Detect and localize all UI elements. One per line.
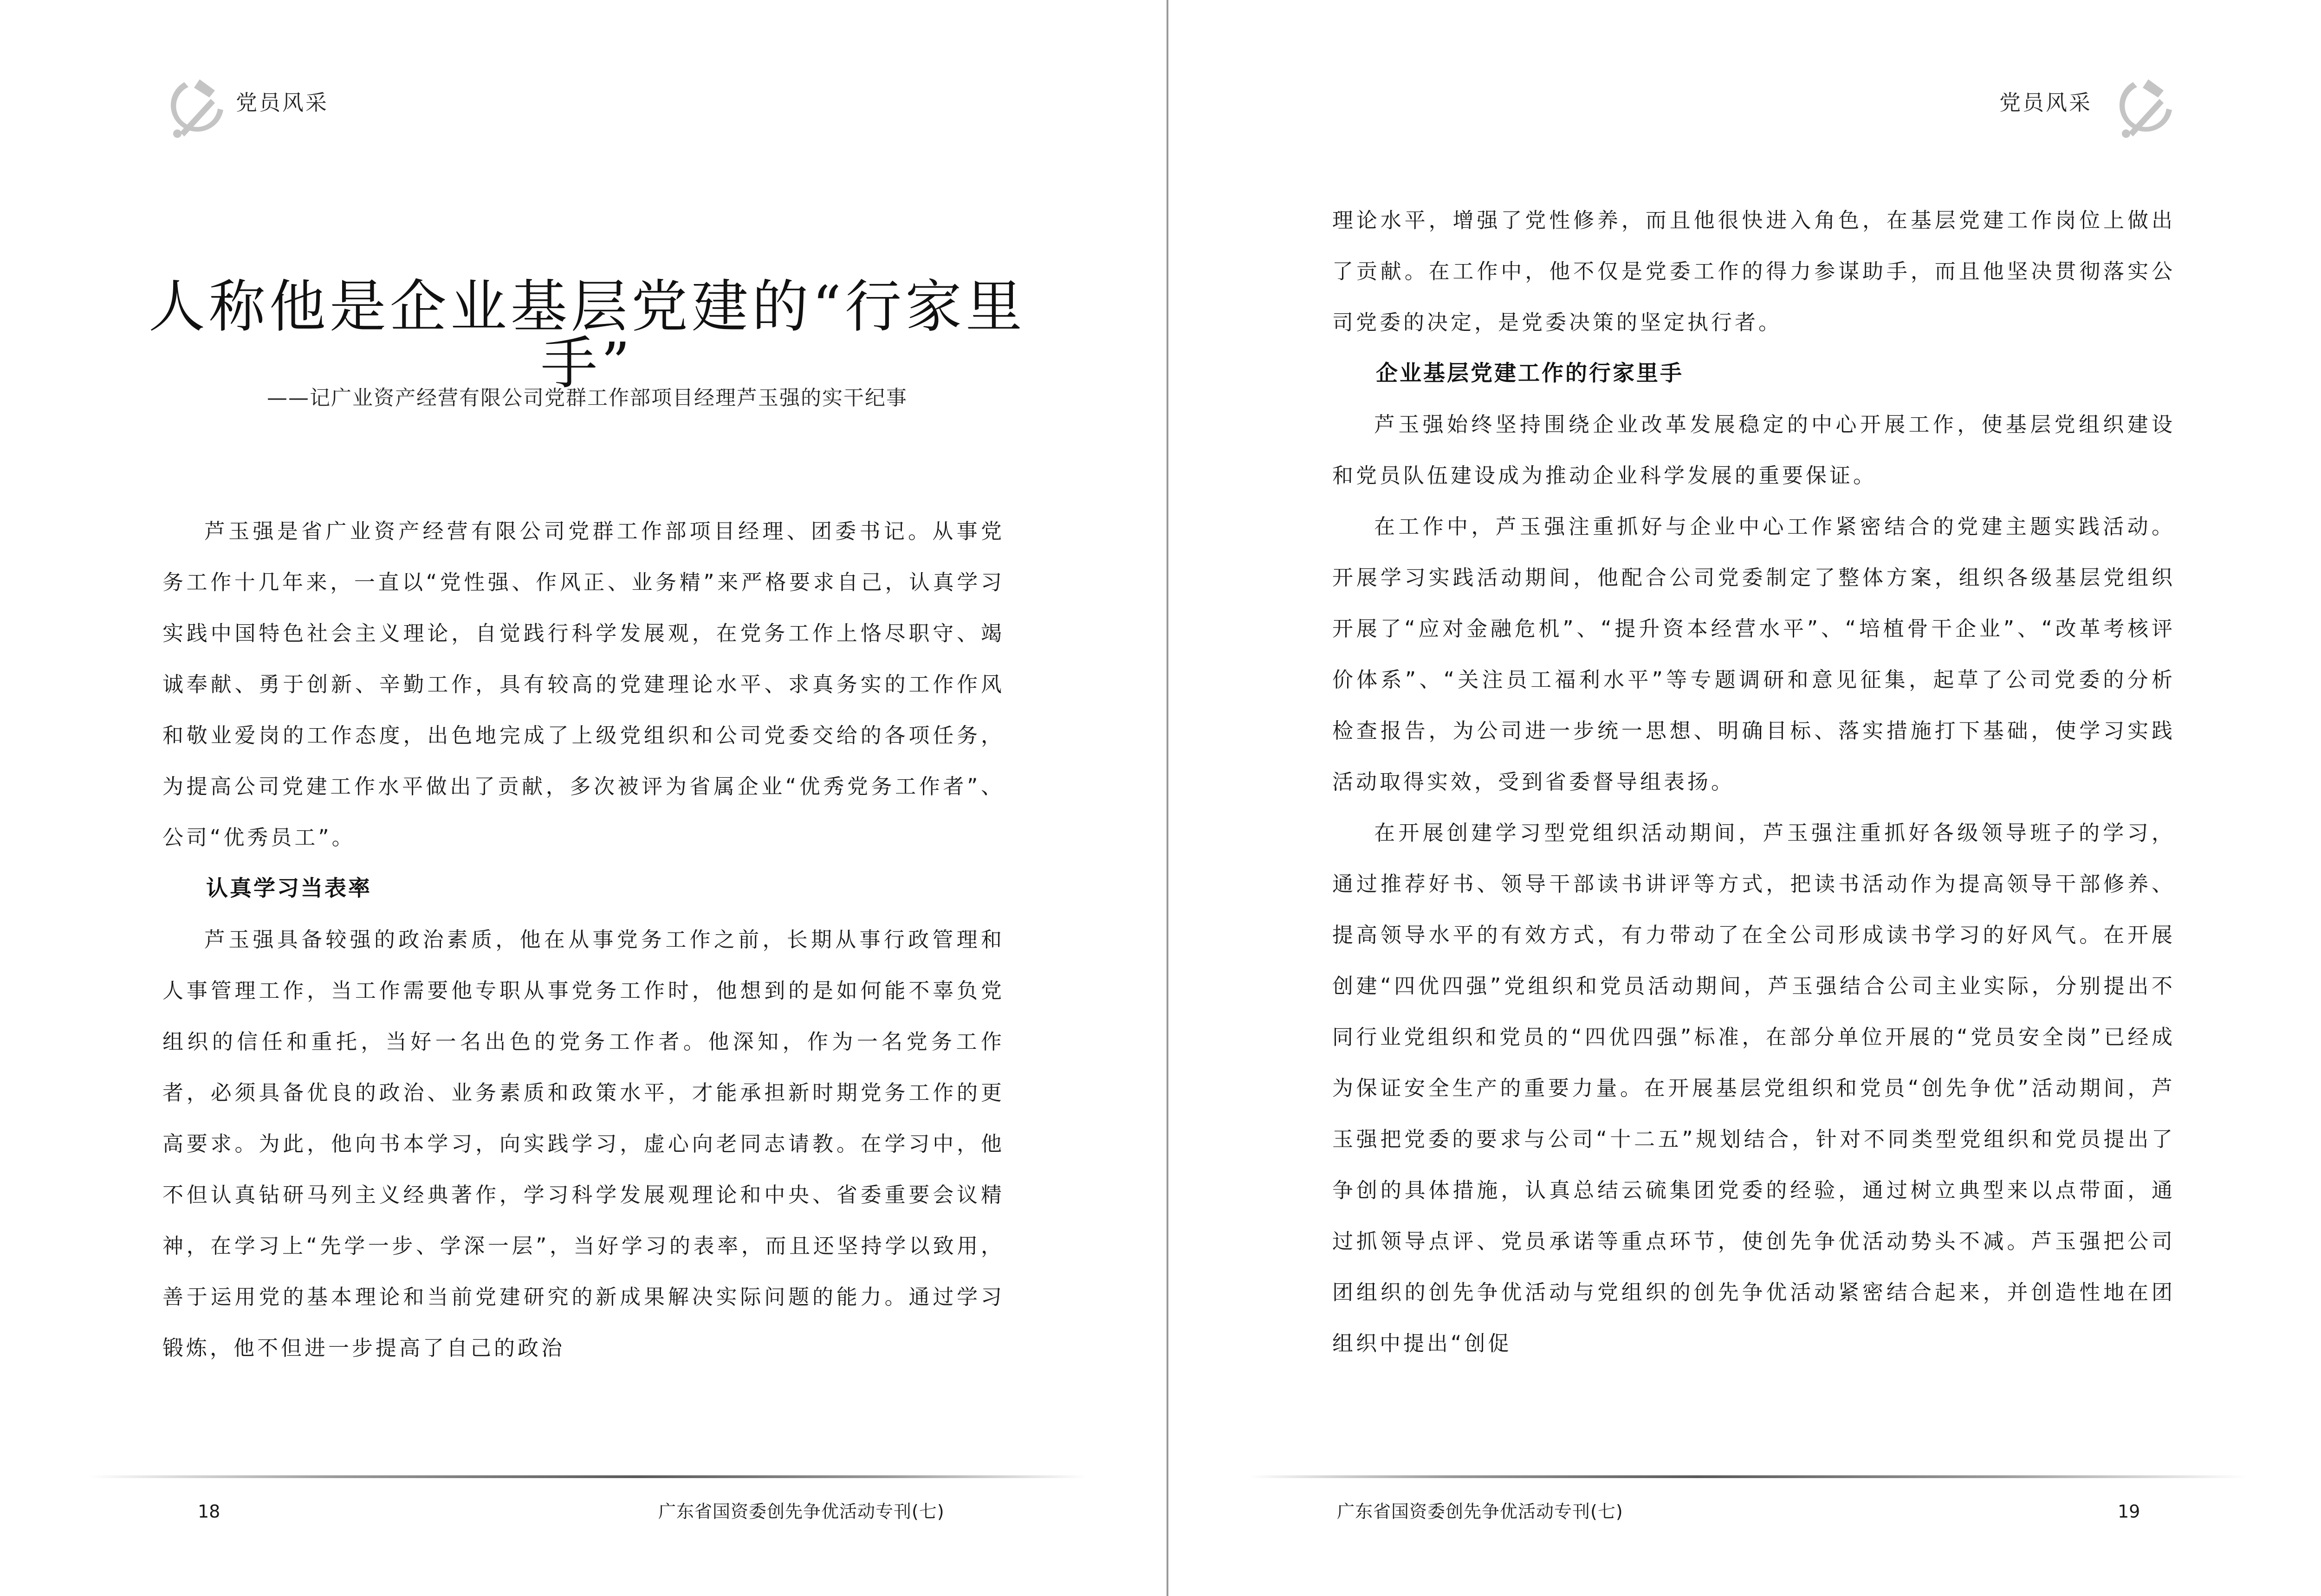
- paragraph: 芦玉强是省广业资产经营有限公司党群工作部项目经理、团委书记。从事党务工作十几年来，一直以“党性强、作风正、业务精”来严格要求自己，认真学习实践中国特色社会主义理论，自觉践行科学发展观，在党务工作上恪尽职守、竭诚奉献、勇于创新、辛勤工作，具有较高的党建理论水平、求真务实的工作作风和敬业爱岗的工作态度，出色地完成了上级党组织和公司党委交给的各项任务，为提高公司党建工作水平做出了贡献，多次被评为省属企业“优秀党务工作者”、公司“优秀员工”。: [162, 519, 1005, 850]
- right-article-body: [1332, 195, 2175, 1369]
- section-heading: 认真学习当表率: [206, 876, 372, 901]
- article-title: 人称他是企业基层党建的“行家里手”: [148, 274, 1026, 396]
- publication-footer: 广东省国资委创先争优活动专刊(七): [1337, 1501, 1623, 1522]
- footer-rule: [1249, 1475, 2247, 1478]
- paragraph: 芦玉强具备较强的政治素质，他在从事党务工作之前，长期从事行政管理和人事管理工作，当工作需要他专职从事党务工作时，他想到的是如何能不辜负党组织的信任和重托，当好一名出色的党务工作者。他深知，作为一名党务工作者，必须具备优良的政治、业务素质和政策水平，才能承担新时期党务工作的更高要求。为此，他向书本学习，向实践学习，虚心向老同志请教。在学习中，他不但认真钻研马列主义经典著作，学习科学发展观理论和中央、省委重要会议精神，在学习上“先学一步、学深一层”，当好学习的表率，而且还坚持学以致用，善于运用党的基本理论和当前党建研究的新成果解决实际问题的能力。通过学习锻炼，他不但进一步提高了自己的政治: [162, 927, 1005, 1360]
- page-number: 18: [198, 1501, 220, 1522]
- paragraph: 在开展创建学习型党组织活动期间，芦玉强注重抓好各级领导班子的学习，通过推荐好书、领导干部读书讲评等方式，把读书活动作为提高领导干部修养、提高领导水平的有效方式，有力带动了在全公司形成读书学习的好风气。在开展创建“四优四强”党组织和党员活动期间，芦玉强结合公司主业实际，分别提出不同行业党组织和党员的“四优四强”标准，在部分单位开展的“党员安全岗”已经成为保证安全生产的重要力量。在开展基层党组织和党员“创先争优”活动期间，芦玉强把党委的要求与公司“十二五”规划结合，针对不同类型党组织和党员提出了争创的具体措施，认真总结云硫集团党委的经验，通过树立典型来以点带面，通过抓领导点评、党员承诺等重点环节，使创先争优活动势头不减。芦玉强把公司团组织的创先争优活动与党组织的创先争优活动紧密结合起来，并创造性地在团组织中提出“创促: [1332, 821, 2175, 1356]
- article-subtitle: ——记广业资产经营有限公司党群工作部项目经理芦玉强的实干纪事: [267, 386, 908, 410]
- left-article-body: [162, 506, 1005, 1374]
- paragraph: 在工作中，芦玉强注重抓好与企业中心工作紧密结合的党建主题实践活动。开展学习实践活动期间，他配合公司党委制定了整体方案，组织各级基层党组织开展了“应对金融危机”、“提升资本经营水平”、“培植骨干企业”、“改革考核评价体系”、“关注员工福利水平”等专题调研和意见征集，起草了公司党委的分析检查报告，为公司进一步统一思想、明确目标、落实措施打下基础，使学习实践活动取得实效，受到省委督导组表扬。: [1332, 514, 2175, 794]
- book-spine: [1167, 0, 1168, 1596]
- paragraph: 理论水平，增强了党性修养，而且他很快进入角色，在基层党建工作岗位上做出了贡献。在工作中，他不仅是党委工作的得力参谋助手，而且他坚决贯彻落实公司党委的决定，是党委决策的坚定执行者。: [1332, 208, 2175, 335]
- publication-footer: 广东省国资委创先争优活动专刊(七): [658, 1501, 945, 1522]
- section-label: 党员风采: [236, 90, 329, 115]
- hammer-sickle-icon: [163, 70, 233, 139]
- paragraph: 芦玉强始终坚持围绕企业改革发展稳定的中心开展工作，使基层党组织建设和党员队伍建设成为推动企业科学发展的重要保证。: [1332, 412, 2175, 488]
- page-number: 19: [2118, 1501, 2140, 1522]
- hammer-sickle-icon: [2112, 70, 2182, 139]
- section-heading: 企业基层党建工作的行家里手: [1376, 361, 1684, 386]
- section-label: 党员风采: [1999, 90, 2092, 115]
- footer-rule: [88, 1475, 1086, 1478]
